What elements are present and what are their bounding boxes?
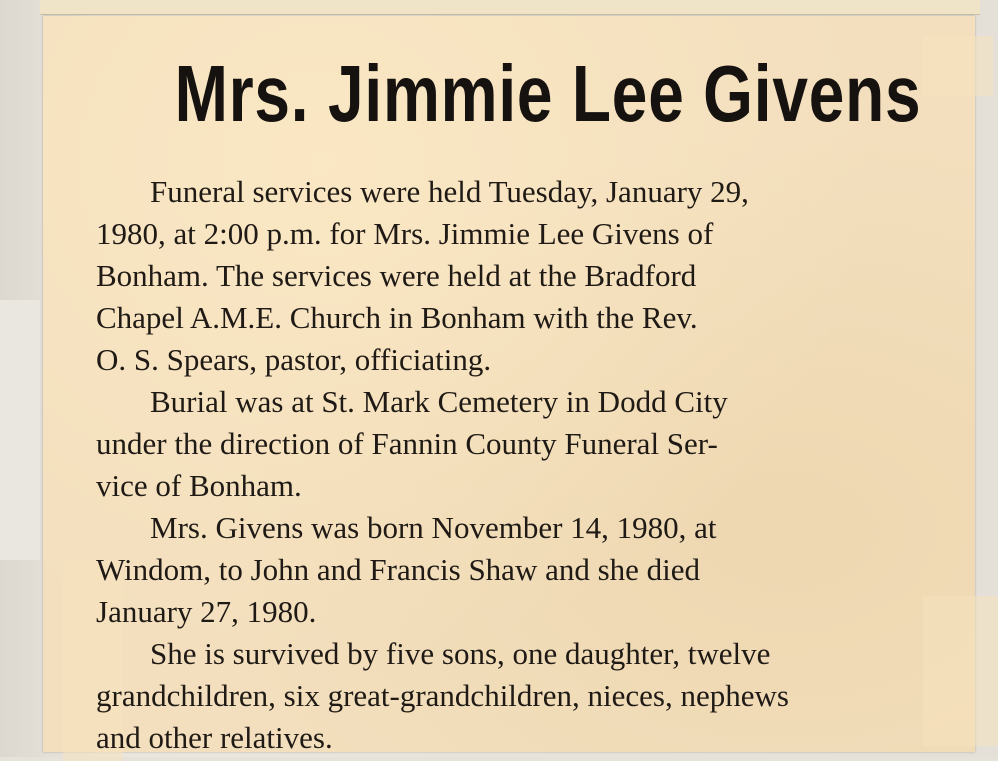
- paragraph-birth: [96, 507, 998, 633]
- text-line: She is survived by five sons, one daughter, twelve: [150, 636, 771, 671]
- text-line: vice of Bonham.: [96, 468, 302, 503]
- obituary-headline: Mrs. Jimmie Lee Givens: [174, 49, 922, 138]
- text-line: under the direction of Fannin County Funeral Ser-: [96, 426, 718, 461]
- text-line: and other relatives.: [96, 720, 333, 755]
- newspaper-clipping: [43, 16, 975, 755]
- text-line: Bonham. The services were held at the Bradford: [96, 258, 697, 293]
- tape-strip-left: [0, 300, 40, 560]
- text-line: Windom, to John and Francis Shaw and she died: [96, 552, 701, 587]
- paragraph-services: [96, 171, 998, 381]
- paragraph-survivors: [96, 633, 998, 759]
- adjacent-clipping-edge: [40, 0, 980, 15]
- text-line: Chapel A.M.E. Church in Bonham with the Rev.: [96, 300, 698, 335]
- text-line: 1980, at 2:00 p.m. for Mrs. Jimmie Lee Givens of: [96, 216, 714, 251]
- text-line: January 27, 1980.: [96, 594, 317, 629]
- text-line: Funeral services were held Tuesday, January 29,: [150, 174, 749, 209]
- text-line: grandchildren, six great-grandchildren, nieces, nephews: [96, 678, 789, 713]
- obituary-body: [96, 171, 998, 759]
- text-line: Mrs. Givens was born November 14, 1980, at: [150, 510, 717, 545]
- text-line: O. S. Spears, pastor, officiating.: [96, 342, 492, 377]
- text-line: Burial was at St. Mark Cemetery in Dodd City: [150, 384, 728, 419]
- paragraph-burial: [96, 381, 998, 507]
